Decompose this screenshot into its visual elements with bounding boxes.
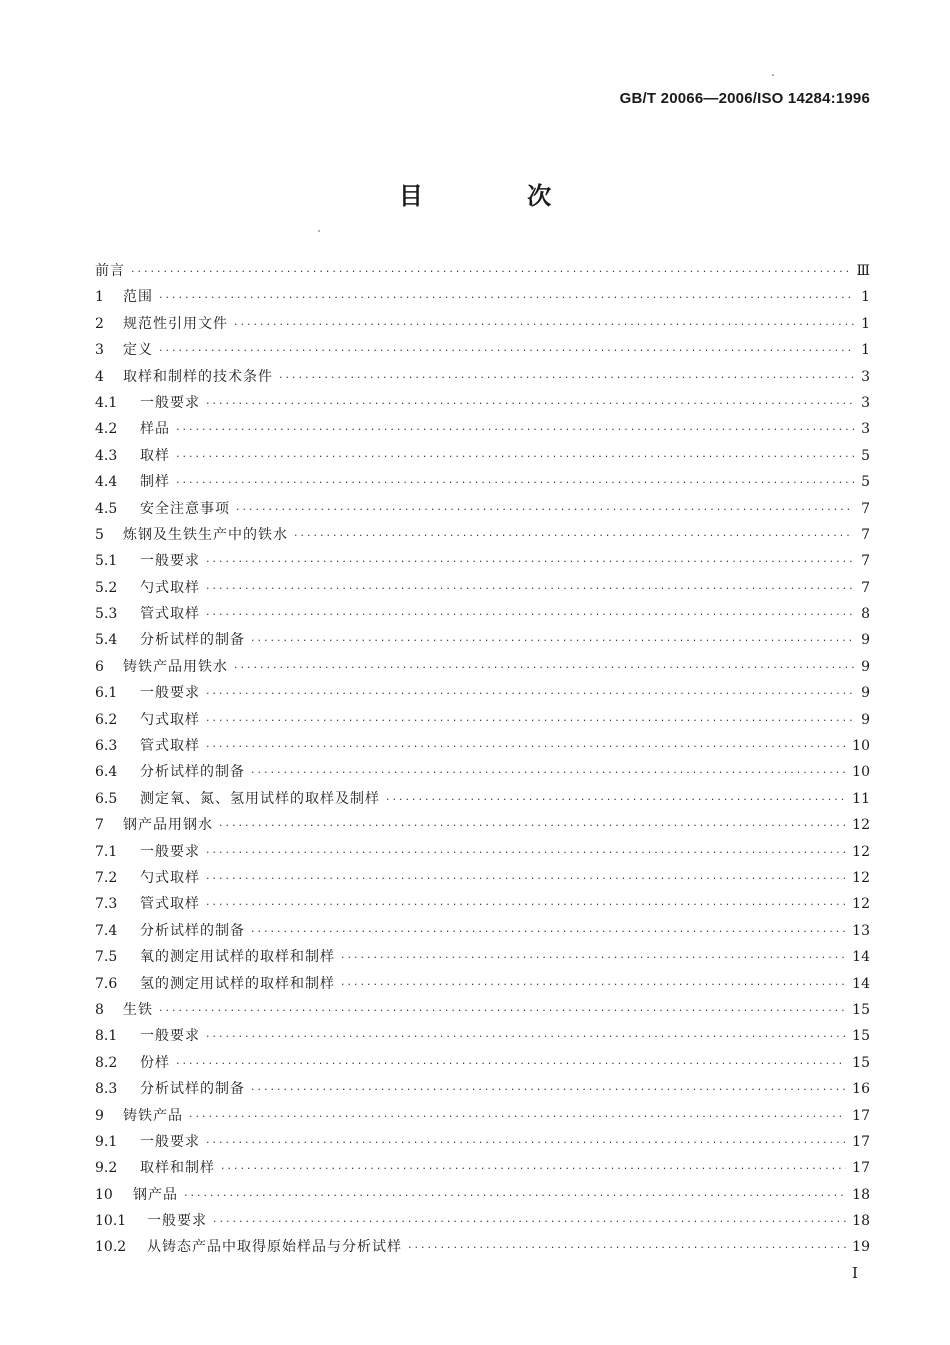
dot-leader: [159, 285, 854, 311]
toc-entry[interactable]: [95, 548, 870, 574]
toc-entry[interactable]: [95, 1023, 870, 1049]
toc-entry-title: 取样和制样的技术条件: [123, 368, 273, 385]
dot-leader: [176, 444, 854, 470]
toc-entry-page: 10: [852, 738, 870, 755]
toc-entry-page: 9: [861, 632, 870, 649]
toc-entry-number: 5: [95, 526, 104, 543]
toc-entry-title: 测定氧、氮、氢用试样的取样及制样: [140, 790, 380, 807]
dot-leader: [236, 497, 854, 523]
toc-entry-title: 取样: [140, 447, 170, 464]
toc-entry-page: 15: [852, 1001, 870, 1018]
dot-leader: [176, 1051, 846, 1077]
dot-leader: [206, 1130, 846, 1156]
toc-entry-page: 11: [852, 790, 870, 807]
toc-entry-page: 13: [852, 922, 870, 939]
dot-leader: [219, 813, 846, 839]
toc-entry-number: 7.6: [95, 975, 118, 992]
toc-entry[interactable]: [95, 971, 870, 997]
toc-entry-number: 6.2: [95, 711, 118, 728]
toc-entry-title: 分析试样的制备: [140, 632, 245, 649]
toc-entry-page: 9: [861, 685, 870, 702]
toc-entry[interactable]: [95, 522, 870, 548]
toc-entry[interactable]: [95, 575, 870, 601]
toc-entry-number: 5.2: [95, 579, 118, 596]
toc-entry[interactable]: [95, 786, 870, 812]
toc-entry-page: 12: [852, 896, 870, 913]
toc-entry-title: 一般要求: [140, 1133, 200, 1150]
toc-entry-number: 2: [95, 315, 104, 332]
dot-leader: [206, 708, 854, 734]
dot-leader: [206, 866, 846, 892]
toc-entry-number: 7.5: [95, 949, 118, 966]
toc-entry-page: 17: [852, 1160, 870, 1177]
toc-entry[interactable]: [95, 1076, 870, 1102]
dot-leader: [408, 1235, 846, 1261]
toc-entry[interactable]: [95, 1050, 870, 1076]
dot-leader: [251, 1077, 846, 1103]
toc-entry[interactable]: [95, 469, 870, 495]
dot-leader: [294, 523, 854, 549]
toc-entry[interactable]: [95, 680, 870, 706]
toc-entry-number: 6.3: [95, 738, 118, 755]
dot-leader: [341, 945, 846, 971]
toc-entry-number: 7.4: [95, 922, 118, 939]
toc-entry-page: 12: [852, 817, 870, 834]
dot-leader: [206, 602, 854, 628]
dot-leader: [251, 919, 846, 945]
toc-entry[interactable]: [95, 1129, 870, 1155]
toc-entry-number: 8.2: [95, 1054, 118, 1071]
toc-entry-number: 6.5: [95, 790, 118, 807]
toc-entry-number: 7.1: [95, 843, 118, 860]
toc-entry-title: 取样和制样: [140, 1160, 215, 1177]
dot-leader: [234, 312, 854, 338]
dot-leader: [386, 787, 846, 813]
toc-entry-title: 份样: [140, 1054, 170, 1071]
toc-entry-number: 3: [95, 342, 104, 359]
toc-entry[interactable]: [95, 944, 870, 970]
toc-entry-title: 定义: [123, 342, 153, 359]
toc-entry-number: 9.2: [95, 1160, 118, 1177]
toc-entry-page: Ⅲ: [856, 263, 870, 279]
dot-leader: [206, 549, 854, 575]
toc-entry-page: 7: [861, 579, 870, 596]
toc-entry-number: 6.1: [95, 685, 118, 702]
toc-entry-page: 9: [861, 658, 870, 675]
dot-leader: [234, 655, 854, 681]
toc-entry-title: 范围: [123, 289, 153, 306]
toc-entry-title: 铸铁产品: [123, 1107, 183, 1124]
toc-entry-title: 钢产品用钢水: [123, 817, 213, 834]
toc-entry-number: 4.1: [95, 394, 118, 411]
toc-entry-title: 炼钢及生铁生产中的铁水: [123, 526, 288, 543]
toc-entry-title: 一般要求: [147, 1213, 207, 1230]
toc-entry[interactable]: [95, 601, 870, 627]
toc-entry[interactable]: [95, 891, 870, 917]
dot-leader: [251, 760, 846, 786]
toc-entry-number: 4: [95, 368, 104, 385]
toc-entry-title: 管式取样: [140, 606, 200, 623]
toc-entry-page: 7: [861, 500, 870, 517]
table-of-contents: [95, 258, 870, 1261]
toc-entry-number: 4.2: [95, 421, 118, 438]
toc-entry[interactable]: [95, 496, 870, 522]
toc-entry-number: 8.1: [95, 1028, 118, 1045]
toc-entry[interactable]: [95, 390, 870, 416]
toc-entry-number: 7.2: [95, 869, 118, 886]
toc-entry-number: 5.4: [95, 632, 118, 649]
dot-leader: [279, 365, 854, 391]
toc-entry-page: 1: [861, 315, 870, 332]
dot-leader: [189, 1104, 846, 1130]
toc-entry-number: 4.3: [95, 447, 118, 464]
toc-entry-page: 14: [852, 949, 870, 966]
dot-leader: [206, 892, 846, 918]
toc-entry[interactable]: [95, 284, 870, 310]
toc-entry-page: 17: [852, 1107, 870, 1124]
toc-entry-page: 5: [861, 447, 870, 464]
toc-entry[interactable]: [95, 707, 870, 733]
toc-entry-title: 管式取样: [140, 896, 200, 913]
toc-entry[interactable]: [95, 865, 870, 891]
toc-entry[interactable]: [95, 258, 870, 284]
toc-entry[interactable]: [95, 733, 870, 759]
toc-entry-title: 氧的测定用试样的取样和制样: [140, 949, 335, 966]
toc-entry-number: 7.3: [95, 896, 118, 913]
toc-entry-number: 10.2: [95, 1239, 127, 1256]
toc-entry-title: 安全注意事项: [140, 500, 230, 517]
toc-entry-title: 前言: [95, 263, 125, 279]
toc-entry[interactable]: [95, 1103, 870, 1129]
toc-entry-title: 一般要求: [140, 685, 200, 702]
toc-entry-title: 制样: [140, 474, 170, 491]
toc-entry[interactable]: [95, 337, 870, 363]
toc-entry-number: 5.1: [95, 553, 118, 570]
toc-entry[interactable]: [95, 997, 870, 1023]
toc-entry-title: 铸铁产品用铁水: [123, 658, 228, 675]
toc-entry-title: 生铁: [123, 1001, 153, 1018]
toc-entry-title: 分析试样的制备: [140, 922, 245, 939]
toc-entry-title: 勺式取样: [140, 869, 200, 886]
dot-leader: [206, 840, 846, 866]
toc-entry[interactable]: [95, 918, 870, 944]
toc-entry-number: 6.4: [95, 764, 118, 781]
toc-entry-page: 14: [852, 975, 870, 992]
toc-entry[interactable]: [95, 1182, 870, 1208]
toc-entry[interactable]: [95, 416, 870, 442]
toc-entry-title: 一般要求: [140, 553, 200, 570]
toc-entry-page: 9: [861, 711, 870, 728]
toc-entry-page: 17: [852, 1133, 870, 1150]
dot-leader: [221, 1156, 846, 1182]
dot-leader: [159, 998, 846, 1024]
toc-entry[interactable]: [95, 1208, 870, 1234]
toc-entry-page: 1: [861, 342, 870, 359]
dot-leader: [206, 576, 854, 602]
toc-entry-number: 6: [95, 658, 104, 675]
toc-entry-title: 钢产品: [133, 1186, 178, 1203]
toc-entry-number: 4.5: [95, 500, 118, 517]
toc-entry[interactable]: [95, 364, 870, 390]
toc-entry-number: 9: [95, 1107, 104, 1124]
standard-code: GB/T 20066—2006/ISO 14284:1996: [619, 90, 870, 107]
toc-entry-number: 9.1: [95, 1133, 118, 1150]
scan-speck: [318, 230, 320, 232]
toc-entry-title: 勺式取样: [140, 711, 200, 728]
toc-entry-title: 一般要求: [140, 1028, 200, 1045]
dot-leader: [206, 1024, 846, 1050]
toc-entry-page: 19: [852, 1239, 870, 1256]
dot-leader: [206, 681, 854, 707]
toc-entry-page: 10: [852, 764, 870, 781]
toc-entry-page: 18: [852, 1186, 870, 1203]
toc-entry-number: 8.3: [95, 1081, 118, 1098]
toc-entry-page: 18: [852, 1213, 870, 1230]
toc-entry[interactable]: [95, 1155, 870, 1181]
toc-entry-number: 10: [95, 1186, 113, 1203]
toc-entry-number: 5.3: [95, 606, 118, 623]
dot-leader: [159, 338, 854, 364]
toc-entry-title: 氢的测定用试样的取样和制样: [140, 975, 335, 992]
toc-entry-page: 15: [852, 1054, 870, 1071]
toc-entry[interactable]: [95, 812, 870, 838]
toc-entry-page: 7: [861, 553, 870, 570]
dot-leader: [184, 1183, 846, 1209]
toc-entry[interactable]: [95, 443, 870, 469]
toc-entry-title: 分析试样的制备: [140, 1081, 245, 1098]
toc-entry-title: 样品: [140, 421, 170, 438]
toc-entry-page: 1: [861, 289, 870, 306]
page-title: 目 次: [398, 182, 600, 210]
dot-leader: [176, 470, 854, 496]
toc-entry-title: 规范性引用文件: [123, 315, 228, 332]
dot-leader: [176, 417, 854, 443]
dot-leader: [206, 391, 854, 417]
toc-entry-title: 管式取样: [140, 738, 200, 755]
toc-entry-page: 16: [852, 1081, 870, 1098]
toc-entry[interactable]: [95, 654, 870, 680]
toc-entry-page: 3: [861, 368, 870, 385]
toc-entry-title: 从铸态产品中取得原始样品与分析试样: [147, 1239, 402, 1256]
toc-entry-page: 5: [861, 474, 870, 491]
toc-entry-page: 12: [852, 843, 870, 860]
toc-entry-number: 7: [95, 817, 104, 834]
toc-entry-number: 8: [95, 1001, 104, 1018]
dot-leader: [341, 972, 846, 998]
dot-leader: [213, 1209, 846, 1235]
dot-leader: [206, 734, 846, 760]
toc-entry-number: 1: [95, 289, 104, 306]
toc-entry-number: 4.4: [95, 474, 118, 491]
footer-page-number: I: [852, 1264, 858, 1282]
toc-entry-title: 一般要求: [140, 394, 200, 411]
toc-entry[interactable]: [95, 627, 870, 653]
toc-entry-page: 3: [861, 394, 870, 411]
toc-entry-number: 10.1: [95, 1213, 127, 1230]
scan-speck: [772, 74, 774, 76]
toc-entry-title: 一般要求: [140, 843, 200, 860]
toc-entry[interactable]: [95, 839, 870, 865]
toc-entry[interactable]: [95, 1234, 870, 1260]
toc-entry-page: 7: [861, 526, 870, 543]
toc-entry-title: 分析试样的制备: [140, 764, 245, 781]
toc-entry-page: 15: [852, 1028, 870, 1045]
toc-entry-page: 8: [861, 606, 870, 623]
toc-entry[interactable]: [95, 759, 870, 785]
dot-leader: [251, 628, 854, 654]
dot-leader: [131, 259, 850, 285]
toc-entry[interactable]: [95, 311, 870, 337]
toc-entry-page: 3: [861, 421, 870, 438]
toc-entry-page: 12: [852, 869, 870, 886]
toc-entry-title: 勺式取样: [140, 579, 200, 596]
